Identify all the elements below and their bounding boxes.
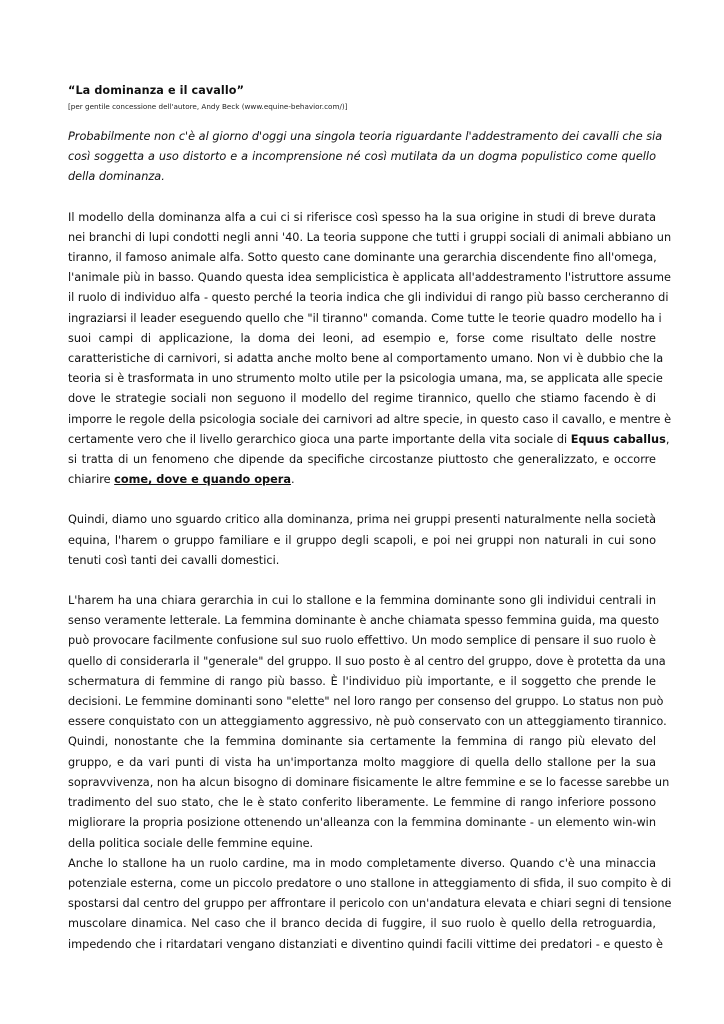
text-line: spostarsi dal centro del gruppo per affrontare il pericolo con un'andatura elevata e chiari segni di tensione [68, 897, 672, 911]
species-name: Equus caballus [570, 432, 666, 446]
text-line: ingraziarsi il leader eseguendo quello che "il tiranno" comanda. Come tutte le teorie quadro modello ha i [68, 311, 662, 325]
text-line: può provocare facilmente confusione sul suo ruolo effettivo. Un modo semplice di pensare il suo ruolo è [68, 634, 656, 648]
text-line: Anche lo stallone ha un ruolo cardine, ma in modo completamente diverso. Quando c'è una minaccia [68, 856, 656, 870]
text-line: essere conquistato con un atteggiamento aggressivo, nè può conservato con un atteggiamento tirannico. [68, 715, 667, 729]
text-line: il ruolo di individuo alfa - questo perché la teoria indica che gli individui di rango più basso cercheranno di [68, 291, 669, 305]
text-line: caratteristiche di carnivori, si adatta anche molto bene al comportamento umano. Non vi è dubbio che la [68, 352, 664, 366]
text-line: migliorare la propria posizione ottenendo un'alleanza con la femmina dominante - un elemento win-win [68, 816, 656, 830]
text-line: tenuti così tanti dei cavalli domestici. [68, 553, 280, 567]
text-line: equina, l'harem o gruppo familiare e il gruppo degli scapoli, e poi nei gruppi non naturali in cui sono [68, 533, 656, 547]
text-line: Quindi, nonostante che la femmina dominante sia certamente la femmina di rango più elevato del [68, 735, 656, 749]
text-segment: , [665, 432, 670, 446]
author-credit: [per gentile concessione dell'autore, Andy Beck (www.equine-behavior.com/)] [68, 102, 348, 111]
text-line: quello di considerarla il "generale" del gruppo. Il suo posto è al centro del gruppo, dove è protetta da una [68, 654, 666, 668]
text-line: schermatura di femmine di rango più basso. È l'individuo più importante, e il soggetto che prende le [68, 674, 656, 688]
text-line: gruppo, e da vari punti di vista ha un'importanza molto maggiore di quella dello stallone per la sua [68, 755, 656, 769]
text-segment: certamente vero che il livello gerarchico gioca una parte importante della vita sociale di [68, 432, 571, 446]
paragraph-harem [68, 591, 670, 854]
text-line: Probabilmente non c'è al giorno d'oggi una singola teoria riguardante l'addestramento dei cavalli che sia [68, 130, 663, 143]
text-line: suoi campi di applicazione, la doma dei leoni, ad esempio e, forse come risultato delle nostre [68, 331, 656, 345]
text-line: tiranno, il famoso animale alfa. Sotto questo cane dominante una gerarchia discendente fino all'omega, [68, 251, 657, 265]
text-line: si tratta di un fenomeno che dipende da specifiche circostanze piuttosto che generalizzato, e occorre [68, 453, 656, 467]
text-line: della politica sociale delle femmine equine. [68, 836, 314, 850]
text-line: così soggetta a uso distorto e a incomprensione né così mutilata da un dogma populistico come quello [68, 150, 656, 164]
emphasis-phrase: come, dove e quando opera [114, 473, 291, 487]
text-line: dove le strategie sociali non seguono il modello del regime tirannico, quello che stiamo facendo è di [68, 392, 656, 406]
text-segment: chiarire [68, 473, 115, 487]
text-line: L'harem ha una chiara gerarchia in cui lo stallone e la femmina dominante sono gli individui centrali in [68, 594, 656, 608]
text-line: Quindi, diamo uno sguardo critico alla dominanza, prima nei gruppi presenti naturalmente nella società [68, 513, 656, 527]
text-line: senso veramente letterale. La femmina dominante è anche chiamata spesso femmina guida, ma questo [68, 614, 660, 628]
text-line: muscolare dinamica. Nel caso che il branco decida di fuggire, il suo ruolo è quello della retroguardia, [68, 917, 656, 931]
text-line: impedendo che i ritardatari vengano distanziati e diventino quindi facili vittime dei predatori - e questo è [68, 937, 663, 951]
paragraph-critical-look [68, 510, 656, 571]
text-line: l'animale più in basso. Quando questa idea semplicistica è applicata all'addestramento l'istruttore assume [68, 271, 671, 285]
text-line [68, 470, 656, 490]
text-line: della dominanza. [68, 170, 165, 184]
text-line: imporre le regole della psicologia sociale dei carnivori ad altre specie, in questo caso il cavallo, e mentre è [68, 412, 672, 426]
paragraph-stallion [68, 854, 672, 955]
text-line: Il modello della dominanza alfa a cui ci si riferisce così spesso ha la sua origine in studi di breve durata [68, 210, 656, 224]
intro-paragraph [68, 127, 663, 188]
text-line: teoria si è trasformata in uno strumento molto utile per la psicologia umana, ma, se applicata alle specie [68, 372, 663, 386]
document-title: “La dominanza e il cavallo” [68, 84, 245, 97]
text-line: sopravvivenza, non ha alcun bisogno di dominare fisicamente le altre femmine e se lo facesse sarebbe un [68, 775, 670, 789]
paragraph-alpha-model [68, 208, 672, 491]
document-page [68, 84, 672, 955]
text-line: nei branchi di lupi condotti negli anni '40. La teoria suppone che tutti i gruppi sociali di animali abbiano un [68, 230, 672, 244]
text-line: tradimento del suo stato, che le è stato conferito liberamente. Le femmine di rango inferiore possono [68, 796, 656, 810]
text-line: potenziale esterna, come un piccolo predatore o uno stallone in atteggiamento di sfida, il suo compito è di [68, 876, 672, 890]
text-line [68, 430, 670, 450]
text-segment: . [290, 473, 295, 487]
text-line: decisioni. Le femmine dominanti sono "elette" nel loro rango per consenso del gruppo. Lo status non può [68, 695, 664, 709]
